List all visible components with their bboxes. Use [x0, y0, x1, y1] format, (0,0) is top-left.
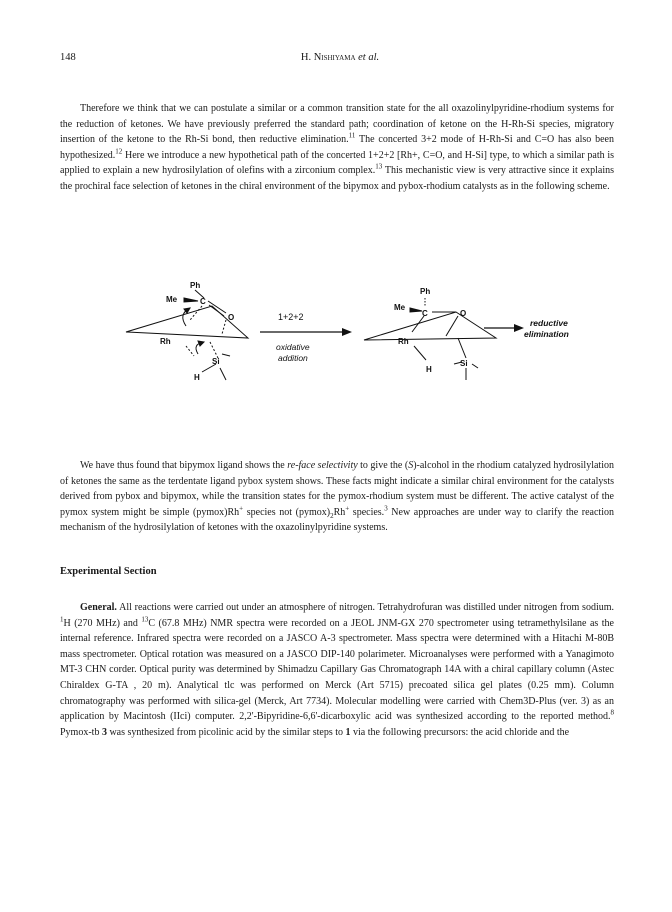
left-h-label: H	[194, 373, 200, 382]
ref-3: 3	[384, 504, 388, 513]
paragraph-general-methods	[60, 600, 614, 740]
right-rh-label: Rh	[398, 337, 409, 346]
compound-1: 1	[345, 726, 351, 738]
isotope-13: 13	[141, 615, 149, 624]
text-span: via the following precursors: the acid chloride and the	[350, 726, 570, 738]
ref-11: 11	[348, 131, 356, 140]
section-heading: Experimental Section	[60, 566, 157, 577]
left-structure	[126, 290, 248, 380]
step2-line2: elimination	[524, 329, 569, 339]
text-span: to give the (	[357, 460, 409, 471]
right-ph-label: Ph	[420, 287, 431, 296]
running-head	[60, 52, 620, 63]
text-span: was synthesized from picolinic acid by the similar steps to	[106, 726, 346, 738]
text-span: We have thus found that bipymox ligand shows the	[80, 460, 288, 471]
right-me-label: Me	[394, 303, 406, 312]
paragraph-bipymox-findings	[60, 458, 614, 536]
step2-line1: reductive	[530, 318, 568, 328]
text-span: Here we introduce a new hypothetical path of the concerted 1+2+2 [Rh+, C=O, and H-Si] type, to which a similar path is applied to explain a new hydrosilylation of olefins with a zirconium complex.	[60, 149, 614, 177]
isotope-1: 1	[60, 615, 64, 624]
text-span: Therefore we think that we can postulate a similar or a common transition state for the all oxazolinylpyridine-rhodium systems for the reduction of ketones. We have previously preferred the standard path; coordination of ketone on the H-Rh-Si species, migratory insertion of the ketone to the Rh-Si bond, then reductive elimination.	[60, 103, 614, 146]
s-configuration: S	[408, 460, 414, 471]
page-number: 148	[60, 52, 76, 63]
ref-13: 13	[375, 163, 383, 172]
text-span: The concerted 3+2 mode of H-Rh-Si and C=O has also been hypothesized.	[60, 134, 615, 161]
text-span: All reactions were carried out under an atmosphere of nitrogen. Tetrahydrofuran was distilled under nitrogen from sodium.	[116, 602, 614, 613]
left-labels	[160, 281, 234, 382]
right-c-label: C	[422, 309, 428, 318]
left-c-label: C	[200, 297, 206, 306]
left-rh-label: Rh	[160, 337, 171, 346]
left-o-label: O	[228, 313, 235, 322]
right-o-label: O	[460, 309, 467, 318]
paragraph-transition-state	[60, 101, 614, 195]
right-h-label: H	[426, 365, 432, 374]
step1-line2: addition	[278, 353, 308, 363]
text-span: )-alcohol in the rhodium catalyzed hydrosilylation of ketones the same as the terdentate ligand pybox system shows. These facts might indicate a similar chiral environment for the catalysts derived from pybox and bipymox, while the transition states for the pymox-rhodium system must be different. The active catalyst of the pymox system might be simple (pymox)Rh	[60, 460, 614, 518]
subscript-2: 2	[330, 511, 334, 520]
running-head-author: H. Nishiyama	[300, 52, 356, 63]
step1-line1: oxidative	[276, 342, 310, 352]
lead-general: General.	[80, 602, 117, 613]
text-span: New approaches are under way to clarify the reaction mechanism of the hydrosilylation of ketones with the oxazolinylpyridine systems.	[60, 506, 614, 534]
text-span: species.	[349, 506, 385, 518]
text-span: C (67.8 MHz) NMR spectra were recorded on a JEOL JNM-GX 270 spectrometer using tetramethylsilane as the internal reference. Infrared spectra were recorded on a JASCO A-3 spectrometer. Mass spectra were determined with a Hitachi M-80B mass spectrometer. Optical rotation was measured on a JASCO DIP-140 polarimeter. Microanalyses were performed with a Yanagimoto MT-3 CHN corder. Optical purity was determined by Shimadzu Capillary Gas Chromatograph 14A with a chiral capillary column (Astec Chiraldex G-TA , 20 m). Analytical tlc was performed on Merck (Art 5715) precoated silica gel plates (0.25 mm). Column chromatography was performed with silica-gel (Merck, Art 7734). Molecular modelling were carried with Chem3D-Plus (ver. 3) as an application by Macintosh (IIci) computer. 2,2'-Bipyridine-6,6'-dicarboxylic acid was synthesized according to the reported method.	[60, 617, 614, 723]
oxidative-addition-arrow	[260, 312, 352, 363]
mode-label: 1+2+2	[278, 312, 304, 322]
text-span: species not (pymox)	[243, 506, 331, 518]
text-span: H (270 MHz) and	[63, 617, 142, 629]
re-face-selectivity: re-face selectivity	[287, 460, 358, 471]
compound-3: 3	[101, 726, 107, 738]
left-si-label: Si	[212, 357, 220, 366]
text-span: Rh	[333, 506, 346, 518]
text-span: Pymox-tb	[60, 726, 102, 738]
text-span: This mechanistic view is very attractive since it explains the prochiral face selection of ketones in the chiral environment of the bipymox and pybox-rhodium catalysts as in the following scheme.	[60, 165, 614, 192]
left-me-label: Me	[166, 295, 178, 304]
charge-plus: +	[239, 504, 244, 513]
running-head-etal: et al.	[358, 52, 380, 63]
right-labels	[394, 287, 468, 374]
ref-12: 12	[115, 147, 123, 156]
reaction-scheme	[120, 268, 590, 398]
right-si-label: Si	[460, 359, 468, 368]
charge-plus: +	[345, 504, 350, 513]
reductive-elimination-arrow	[484, 318, 569, 339]
left-ph-label: Ph	[190, 281, 201, 290]
ref-8: 8	[610, 708, 614, 717]
page-header	[60, 52, 620, 68]
